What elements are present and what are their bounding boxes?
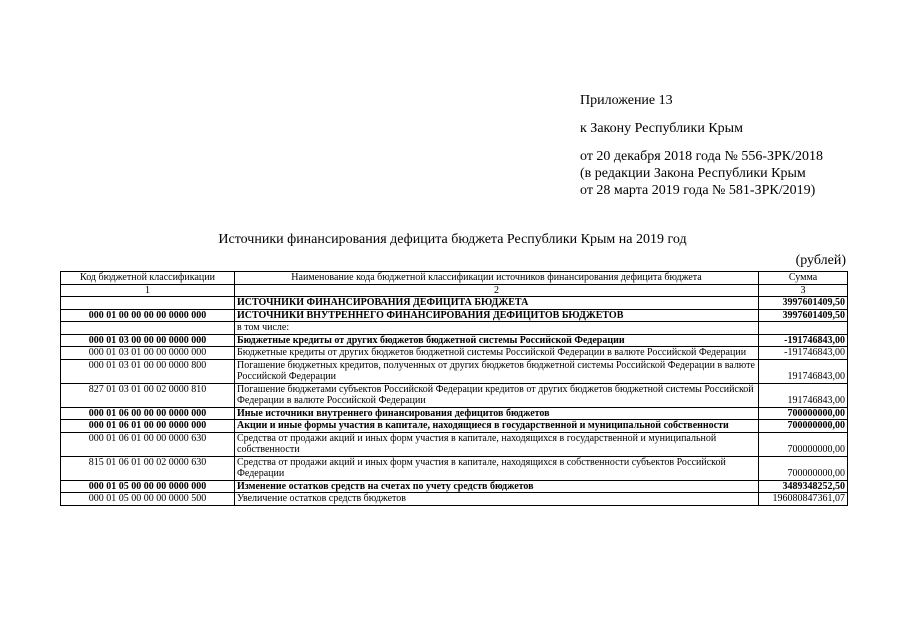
row-name: ИСТОЧНИКИ ВНУТРЕННЕГО ФИНАНСИРОВАНИЯ ДЕФИЦИТОВ БЮДЖЕТОВ — [235, 309, 759, 322]
row-name: Акции и иные формы участия в капитале, находящиеся в государственной и муниципальной собственности — [235, 420, 759, 433]
header-name: Наименование кода бюджетной классификации источников финансирования дефицита бюджета — [235, 272, 759, 285]
column-number: 3 — [759, 284, 848, 297]
row-name: Увеличение остатков средств бюджетов — [235, 493, 759, 506]
appendix-revision-note: (в редакции Закона Республики Крым — [580, 166, 806, 181]
row-name: Иные источники внутреннего финансирования дефицитов бюджетов — [235, 407, 759, 420]
table-row — [61, 480, 848, 493]
table-header-row — [61, 272, 848, 285]
row-name: ИСТОЧНИКИ ФИНАНСИРОВАНИЯ ДЕФИЦИТА БЮДЖЕТА — [235, 297, 759, 310]
header-sum: Сумма — [759, 272, 848, 285]
row-code: 000 01 06 00 00 00 0000 000 — [61, 407, 235, 420]
row-sum: 191746843,00 — [759, 359, 848, 383]
financing-sources-table — [60, 271, 848, 506]
row-code: 000 01 03 00 00 00 0000 000 — [61, 334, 235, 347]
table-row — [61, 297, 848, 310]
row-sum: 700000000,00 — [759, 407, 848, 420]
row-sum — [759, 322, 848, 335]
row-name: Средства от продажи акций и иных форм участия в капитале, находящихся в государственной и муниципальной собственности — [235, 432, 759, 456]
row-code: 000 01 06 01 00 00 0000 000 — [61, 420, 235, 433]
appendix-revision-date: от 28 марта 2019 года № 581-ЗРК/2019) — [580, 183, 816, 198]
column-number: 2 — [235, 284, 759, 297]
column-number-row — [61, 284, 848, 297]
row-sum: -191746843,00 — [759, 334, 848, 347]
row-code: 827 01 03 01 00 02 0000 810 — [61, 383, 235, 407]
row-sum: 3997601409,50 — [759, 297, 848, 310]
appendix-number: Приложение 13 — [580, 93, 673, 108]
row-code: 000 01 00 00 00 00 0000 000 — [61, 309, 235, 322]
row-sum: 3489348252,50 — [759, 480, 848, 493]
row-name: Погашение бюджетами субъектов Российской Федерации кредитов от других бюджетов бюджетной системы Российской Федерации в валюте Российской Федерации — [235, 383, 759, 407]
row-code — [61, 322, 235, 335]
row-name: Изменение остатков средств на счетах по учету средств бюджетов — [235, 480, 759, 493]
table-row — [61, 383, 848, 407]
appendix-law-ref: к Закону Республики Крым — [580, 121, 743, 136]
row-sum: 700000000,00 — [759, 420, 848, 433]
units-label: (рублей) — [795, 253, 846, 268]
row-sum: -191746843,00 — [759, 347, 848, 360]
table-row — [61, 309, 848, 322]
row-name: Бюджетные кредиты от других бюджетов бюджетной системы Российской Федерации в валюте Российской Федерации — [235, 347, 759, 360]
row-sum: 3997601409,50 — [759, 309, 848, 322]
table-row — [61, 359, 848, 383]
row-code: 000 01 03 01 00 00 0000 000 — [61, 347, 235, 360]
row-code — [61, 297, 235, 310]
appendix-header — [580, 92, 823, 199]
row-name: Погашение бюджетных кредитов, полученных от других бюджетов бюджетной системы Российской Федерации в валюте Российской Федерации — [235, 359, 759, 383]
row-code: 815 01 06 01 00 02 0000 630 — [61, 456, 235, 480]
row-code: 000 01 05 00 00 00 0000 000 — [61, 480, 235, 493]
document-title-text: Источники финансирования дефицита бюджета Республики Крым на 2019 год — [218, 232, 687, 247]
document-title — [0, 232, 905, 248]
row-name: в том числе: — [235, 322, 759, 335]
row-sum: 700000000,00 — [759, 456, 848, 480]
table-row — [61, 347, 848, 360]
row-name: Средства от продажи акций и иных форм участия в капитале, находящихся в собственности субъектов Российской Федерации — [235, 456, 759, 480]
header-code: Код бюджетной классификации — [61, 272, 235, 285]
column-number: 1 — [61, 284, 235, 297]
table-row — [61, 456, 848, 480]
appendix-law-date: от 20 декабря 2018 года № 556-ЗРК/2018 — [580, 149, 824, 164]
row-code: 000 01 06 01 00 00 0000 630 — [61, 432, 235, 456]
row-sum: 700000000,00 — [759, 432, 848, 456]
row-code: 000 01 03 01 00 00 0000 800 — [61, 359, 235, 383]
table-row — [61, 322, 848, 335]
table-row — [61, 432, 848, 456]
table-row — [61, 493, 848, 506]
table-row — [61, 334, 848, 347]
row-code: 000 01 05 00 00 00 0000 500 — [61, 493, 235, 506]
row-name: Бюджетные кредиты от других бюджетов бюджетной системы Российской Федерации — [235, 334, 759, 347]
table-row — [61, 420, 848, 433]
row-sum: 191746843,00 — [759, 383, 848, 407]
table-row — [61, 407, 848, 420]
row-sum: 196080847361,07 — [759, 493, 848, 506]
